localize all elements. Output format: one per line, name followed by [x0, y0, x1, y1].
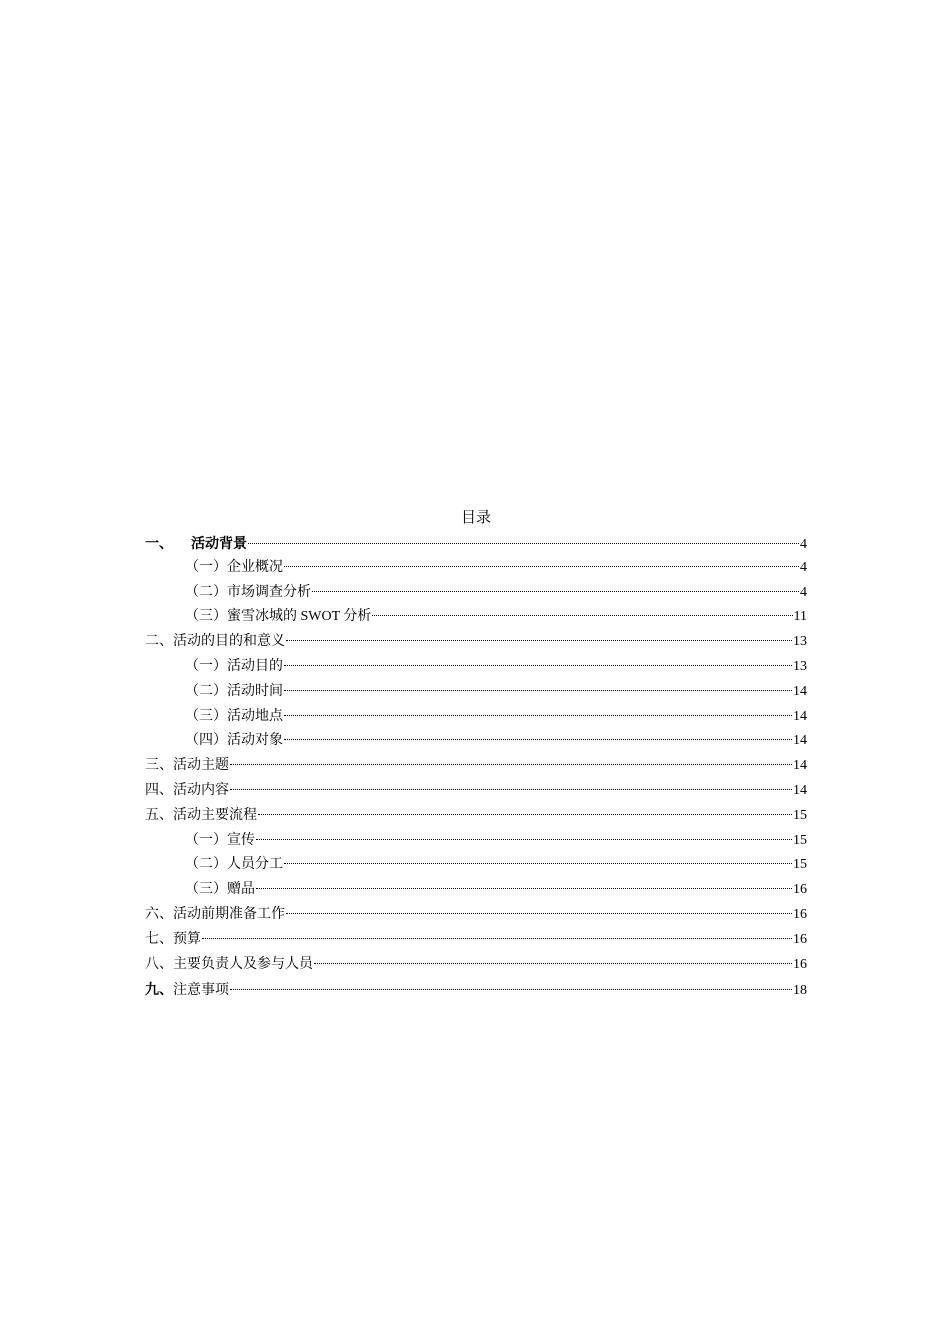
toc-entry-text: （三）蜜雪冰城的 SWOT 分析: [185, 609, 372, 625]
toc-list: [145, 531, 807, 1002]
toc-dot-leader: [248, 543, 799, 544]
toc-entry-text: （二）活动时间: [185, 683, 283, 699]
toc-entry-label: [145, 977, 229, 1004]
toc-page-number: 13: [793, 658, 807, 674]
toc-entry[interactable]: [145, 953, 807, 978]
toc-entry-text: （四）活动对象: [185, 733, 283, 749]
toc-entry-label: [185, 705, 283, 730]
toc-entry-text: （一）宣传: [185, 832, 255, 848]
toc-entry-label: [185, 655, 283, 680]
toc-entry-text: 八、主要负责人及参与人员: [145, 956, 313, 972]
toc-dot-leader: [256, 888, 792, 889]
toc-entry-text: （二）人员分工: [185, 857, 283, 873]
toc-entry-text: （二）市场调查分析: [185, 584, 311, 600]
toc-dot-leader: [284, 690, 792, 691]
toc-page-number: 16: [793, 956, 807, 972]
toc-entry-label: [145, 630, 285, 655]
toc-page-number: 14: [793, 733, 807, 749]
toc-entry[interactable]: [145, 928, 807, 953]
toc-dot-leader: [284, 739, 792, 740]
toc-entry-text: 六、活动前期准备工作: [145, 906, 285, 922]
toc-dot-leader: [286, 640, 792, 641]
toc-entry[interactable]: [145, 655, 807, 680]
toc-entry-label: [145, 779, 229, 804]
toc-dot-leader: [284, 665, 792, 666]
toc-entry[interactable]: [145, 754, 807, 779]
toc-page-number: 14: [793, 758, 807, 774]
toc-page-number: 4: [800, 584, 807, 600]
toc-entry-number: 九、: [145, 981, 173, 998]
toc-page-number: 11: [793, 609, 807, 625]
toc-entry-text: （三）活动地点: [185, 708, 283, 724]
toc-dot-leader: [202, 938, 792, 939]
toc-page-number: 16: [793, 931, 807, 947]
toc-entry[interactable]: [145, 680, 807, 705]
toc-dot-leader: [284, 566, 799, 567]
toc-entry-label: [185, 829, 255, 854]
toc-page-number: 13: [793, 634, 807, 650]
toc-entry-label: [185, 556, 283, 581]
toc-page-number: 15: [793, 857, 807, 873]
toc-entry-text: （三）赠品: [185, 882, 255, 898]
toc-entry[interactable]: [145, 903, 807, 928]
toc-entry[interactable]: [145, 878, 807, 903]
toc-entry[interactable]: [145, 556, 807, 581]
toc-entry[interactable]: [145, 705, 807, 730]
toc-entry-number: 一、: [145, 535, 173, 551]
toc-dot-leader: [256, 839, 792, 840]
toc-dot-leader: [284, 715, 792, 716]
toc-entry[interactable]: [145, 853, 807, 878]
toc-entry-label: [185, 605, 371, 630]
toc-entry-label: [145, 903, 285, 928]
toc-entry[interactable]: [145, 630, 807, 655]
toc-entry[interactable]: [145, 829, 807, 854]
toc-dot-leader: [230, 989, 792, 990]
toc-entry-label: [185, 680, 283, 705]
toc-entry-label: [145, 804, 257, 829]
toc-page-number: 15: [793, 807, 807, 823]
toc-entry[interactable]: [145, 977, 807, 1002]
toc-dot-leader: [284, 863, 792, 864]
toc-page-number: 15: [793, 832, 807, 848]
table-of-contents: [145, 507, 807, 1002]
toc-page-number: 16: [793, 906, 807, 922]
toc-entry-text: 二、活动的目的和意义: [145, 634, 285, 650]
toc-page-number: 4: [800, 559, 807, 575]
toc-dot-leader: [314, 963, 792, 964]
toc-dot-leader: [286, 913, 792, 914]
toc-entry-label: [145, 531, 247, 556]
toc-entry-label: [185, 729, 283, 754]
toc-entry-text: （一）企业概况: [185, 559, 283, 575]
toc-entry[interactable]: [145, 804, 807, 829]
toc-entry-text: 注意事项: [173, 983, 229, 999]
toc-entry-text: 四、活动内容: [145, 782, 229, 798]
toc-dot-leader: [230, 789, 792, 790]
toc-entry[interactable]: [145, 605, 807, 630]
toc-page-number: 16: [793, 882, 807, 898]
toc-entry-text: 三、活动主题: [145, 758, 229, 774]
toc-page-number: 14: [793, 683, 807, 699]
toc-page-number: 4: [800, 537, 807, 552]
toc-page-number: 14: [793, 708, 807, 724]
toc-entry-label: [185, 878, 255, 903]
toc-entry-text: 七、预算: [145, 931, 201, 947]
toc-dot-leader: [312, 591, 799, 592]
toc-dot-leader: [258, 814, 792, 815]
toc-entry-label: [185, 853, 283, 878]
toc-entry[interactable]: [145, 531, 807, 556]
toc-entry-text: 活动背景: [191, 535, 247, 551]
toc-entry-label: [145, 928, 201, 953]
toc-dot-leader: [230, 764, 792, 765]
toc-entry[interactable]: [145, 729, 807, 754]
toc-entry-text: （一）活动目的: [185, 658, 283, 674]
toc-entry[interactable]: [145, 581, 807, 606]
toc-entry-text: 五、活动主要流程: [145, 807, 257, 823]
toc-page-number: 18: [793, 983, 807, 999]
toc-entry-label: [145, 754, 229, 779]
toc-title: 目录: [460, 510, 491, 526]
toc-entry-label: [145, 953, 313, 978]
toc-page-number: 14: [793, 782, 807, 798]
toc-entry-label: [185, 581, 311, 606]
toc-dot-leader: [372, 615, 792, 616]
toc-entry[interactable]: [145, 779, 807, 804]
